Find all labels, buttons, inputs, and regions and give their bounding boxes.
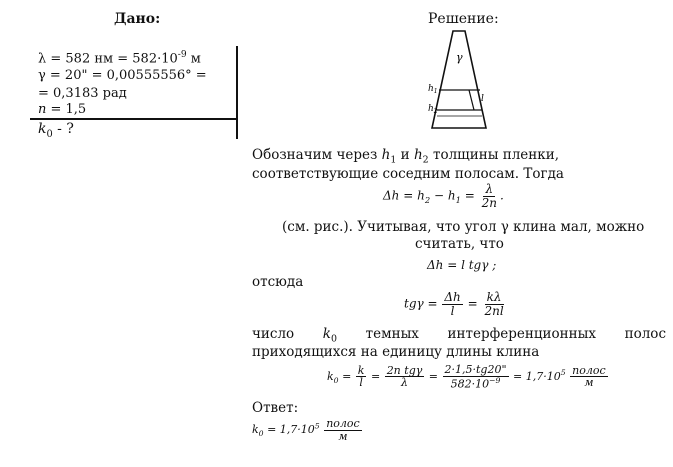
wedge-h2-label: $h_2$: [428, 104, 438, 115]
wedge-line-l: [469, 90, 474, 110]
formula-delta-h-tg: Δh = l tgγ ;: [427, 258, 497, 272]
solution-text-1: Обозначим через $h_1$ и $h_2$ толщины пленки,: [252, 147, 560, 166]
find-k0: $k_0$ - ?: [38, 121, 74, 140]
answer-formula: $k_0 = 1,7\cdot 10^5$ $\frac{\text{полос}}{м}$: [252, 417, 360, 443]
answer-label: Ответ:: [252, 400, 299, 416]
given-gamma-rad: = 0,3183 рад: [38, 86, 127, 101]
solution-text-4: считать, что: [415, 236, 504, 252]
formula-delta-h: $\Delta h = h_2 - h_1$ = $\frac{\lambda}{2n}$ .: [383, 182, 504, 210]
given-divider-horizontal: [30, 118, 237, 120]
given-lambda: λ = 582 нм = $582\cdot 10^{-9}$ м: [38, 50, 201, 67]
solution-text-2: соответствующие соседним полосам. Тогда: [252, 166, 564, 182]
solution-text-3: (см. рис.). Учитывая, что угол γ клина мал, можно: [282, 219, 645, 235]
wedge-l-label: l: [481, 94, 484, 104]
solution-heading: Решение:: [428, 11, 499, 27]
given-divider-vertical: [236, 46, 238, 139]
formula-k0: $k_0$ = $\frac{k}{l}$ = $\frac{\text{2n tgγ}}{\lambda}$ = $\frac{2\cdot 1,5\cdot tg20"}{582\cdot 10^{-9}}$ = $1,7\cdot 10^5$ $\frac{\text{полос}}{м}$: [327, 363, 606, 391]
wedge-h1-label: $h_1$: [428, 84, 438, 95]
given-gamma: γ = 20" = 0,00555556° =: [38, 68, 207, 83]
wedge-outline: [432, 31, 486, 128]
formula-tg-gamma: tgγ = $\frac{\Delta h}{l}$ = $\frac{k\lambda}{2nl}$: [404, 290, 504, 318]
solution-text-5: отсюда: [252, 274, 304, 290]
solution-text-7: приходящихся на единицу длины клина: [252, 344, 540, 360]
wedge-gamma-label: γ: [456, 51, 463, 64]
wedge-figure: [425, 28, 495, 132]
given-n: n = 1,5: [38, 102, 87, 117]
solution-text-6: число $k_0$ темных интерференционных полос: [252, 326, 666, 345]
given-heading: Дано:: [114, 11, 161, 27]
